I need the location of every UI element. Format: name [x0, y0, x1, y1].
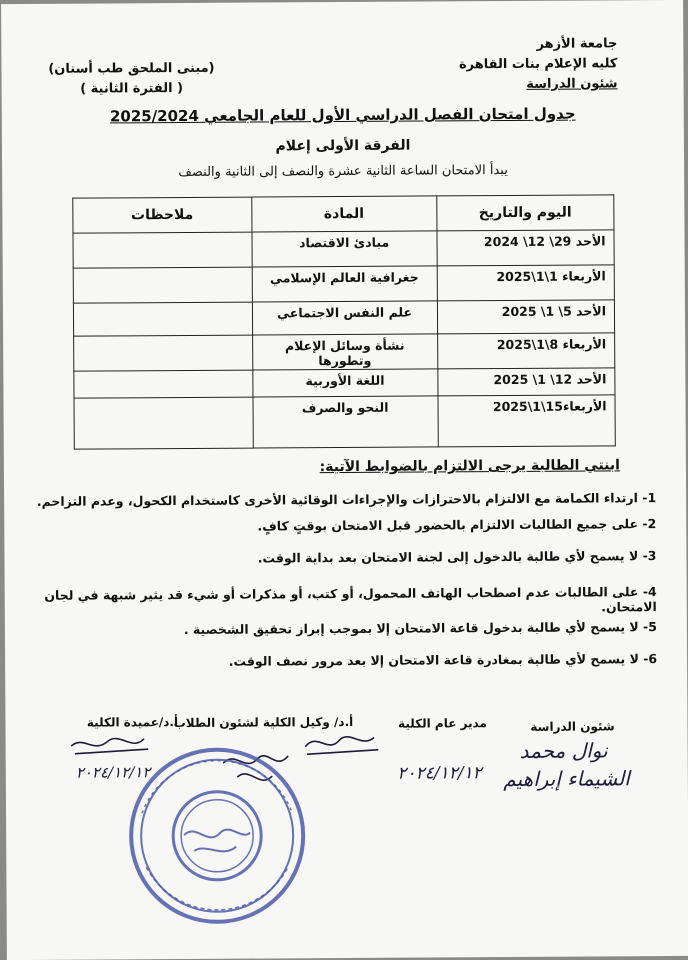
building-name: (مبنى الملحق طب أسنان): [48, 60, 215, 77]
exam-subject: النحو والصرف: [253, 395, 438, 448]
exam-notes: [74, 335, 253, 371]
handwritten-date: ٢٠٢٤/١٢/١٢: [75, 763, 151, 782]
document-title: جدول امتحان الفصل الدراسي الأول للعام الجامعي 2025/2024: [109, 104, 576, 126]
signature-scribbles: [5, 700, 688, 824]
table-row: [74, 394, 615, 449]
department-name: شئون الدراسة: [526, 76, 618, 92]
header-location: [41, 59, 221, 100]
exam-subject: نشأة وسائل الإعلام وتطورها: [252, 334, 437, 370]
header-institution: [427, 34, 617, 95]
exam-notes: [74, 397, 253, 450]
document-page: [1, 0, 688, 960]
exam-subject: اللغة الأوربية: [252, 369, 437, 397]
column-notes-header: ملاحظات: [73, 197, 252, 233]
exam-subject: علم النفس الاجتماعي: [252, 301, 437, 335]
handwritten-name: نوال محمد: [519, 738, 608, 763]
signature-vice-dean-label: أ.د/ وكيل الكلية لشئون الطلاب: [173, 714, 354, 731]
table-row: [73, 265, 614, 303]
rule-item: 4- على الطالبات عدم اصطحاب الهاتف المحمول، أو كتب، أو مذكرات أو شيء قد يثير شبهة في لجان الامتحان.: [44, 584, 657, 615]
exam-notes: [73, 232, 252, 268]
exam-notes: [73, 267, 252, 303]
faculty-name: كليه الإعلام بنات القاهرة: [458, 56, 618, 73]
exam-period: ( الفترة الثانية ): [80, 80, 184, 97]
exam-subject: مبادئ الاقتصاد: [252, 231, 437, 267]
exam-date: الأحد 12\ 1\ 2025: [437, 368, 615, 396]
exam-date: الأربعاء 8\1\2025: [437, 333, 615, 369]
exam-date: الأحد 29\ 12\ 2024: [437, 230, 615, 266]
handwritten-date: ٢٠٢٤/١٢/١٢: [397, 763, 482, 784]
column-date-header: اليوم والتاريخ: [436, 195, 614, 231]
table-header-row: [73, 195, 614, 233]
signature-manager-label: مدير عام الكلية: [398, 716, 487, 731]
rule-item: 1- ارتداء الكمامة مع الالتزام بالاحترازات والإجراءات الوقائية الأخرى كاستخدام الكحول، وعدم التزاحم.: [36, 490, 657, 509]
official-seal-stamp: [124, 742, 311, 929]
column-subject-header: المادة: [251, 196, 436, 232]
rules-heading: ابنتي الطالبة يرجى الالتزام بالضوابط الآتية:: [319, 457, 620, 476]
exam-date: الأربعاء 1\1\2025: [437, 265, 615, 301]
signature-dean-label: أ.د/عميدة الكلية: [86, 715, 179, 730]
table-row: [74, 368, 615, 398]
rule-item: 2- على جميع الطالبات الالتزام بالحضور قبل الامتحان بوقتٍ كافٍ.: [257, 516, 657, 534]
exam-date: الأربعاء15\1\2025: [438, 394, 616, 447]
exam-timing: يبدأ الامتحان الساعة الثانية عشرة والنصف إلى الثانية والنصف: [178, 162, 508, 181]
exam-schedule-table: [72, 194, 616, 449]
table-row: [74, 333, 615, 371]
rule-item: 3- لا يسمح لأي طالبة بالدخول إلى لجنة الامتحان بعد بداية الوقت.: [257, 548, 657, 566]
manager-signature-stroke: [306, 737, 378, 755]
rule-item: 6- لا يسمح لأي طالبة بمغادرة قاعة الامتحان إلا بعد مرور نصف الوقت.: [228, 651, 658, 669]
exam-notes: [74, 370, 253, 398]
rule-item: 5- لا يسمح لأي طالبة بدخول قاعة الامتحان إلا بموجب إبراز تحقيق الشخصية .: [183, 619, 657, 637]
table-row: [73, 300, 614, 336]
exam-subject: جغرافية العالم الإسلامي: [252, 266, 437, 302]
exam-notes: [73, 302, 252, 336]
table-row: [73, 230, 614, 268]
handwritten-name: الشيماء إبراهيم: [503, 766, 630, 792]
document-subtitle: الفرقة الأولى إعلام: [275, 137, 411, 155]
exam-date: الأحد 5\ 1\ 2025: [437, 300, 615, 334]
university-name: جامعة الأزهر: [536, 36, 618, 52]
signature-studies-label: شئون الدراسة: [530, 719, 615, 734]
